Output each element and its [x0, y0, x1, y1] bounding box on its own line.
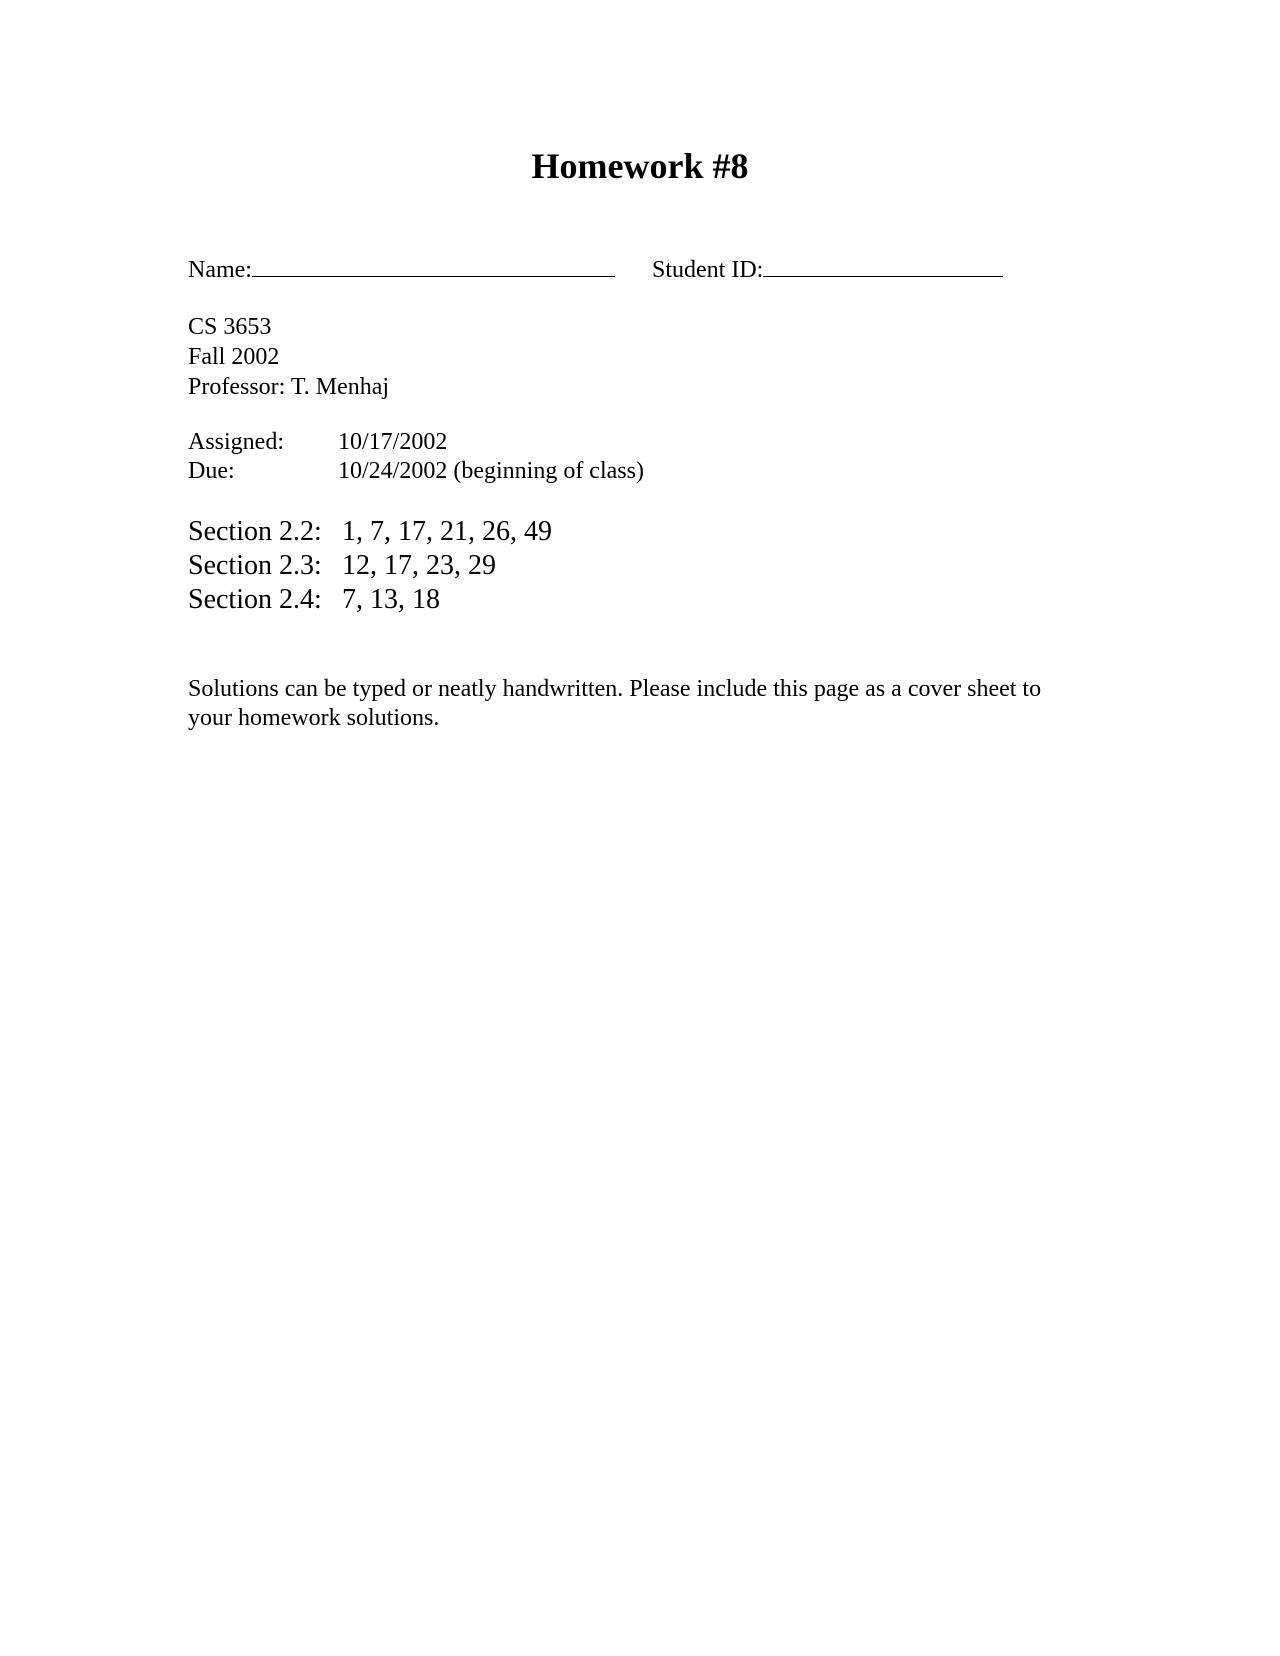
course-info	[188, 312, 389, 402]
assigned-label: Assigned:	[188, 429, 284, 455]
section-problems: 1, 7, 17, 21, 26, 49	[342, 516, 552, 547]
submission-note: Solutions can be typed or neatly handwritten. Please include this page as a cover sheet to your homework solutions.	[188, 676, 1042, 731]
section-row	[188, 515, 552, 549]
section-problems: 7, 13, 18	[342, 584, 440, 615]
student-info-fields	[188, 254, 1003, 282]
course-code: CS 3653	[188, 314, 272, 340]
dates-info	[188, 428, 644, 486]
student-id-field	[652, 254, 1003, 282]
assigned-problems	[188, 515, 552, 617]
assigned-row	[188, 428, 644, 457]
name-blank-line	[252, 254, 615, 277]
due-value: 10/24/2002 (beginning of class)	[338, 458, 644, 484]
name-field	[188, 254, 615, 282]
section-label: Section 2.2:	[188, 516, 322, 547]
section-label: Section 2.4:	[188, 584, 322, 615]
course-term: Fall 2002	[188, 344, 280, 370]
due-label: Due:	[188, 458, 235, 484]
page-title: Homework #8	[531, 146, 749, 186]
assigned-value: 10/17/2002	[338, 429, 448, 455]
name-label: Name:	[188, 257, 252, 283]
student-id-blank-line	[763, 254, 1003, 277]
section-label: Section 2.3:	[188, 550, 322, 581]
section-row	[188, 549, 552, 583]
course-professor: Professor: T. Menhaj	[188, 374, 390, 400]
section-problems: 12, 17, 23, 29	[342, 550, 496, 581]
section-row	[188, 583, 552, 617]
student-id-label: Student ID:	[651, 257, 764, 283]
due-row	[188, 457, 644, 486]
